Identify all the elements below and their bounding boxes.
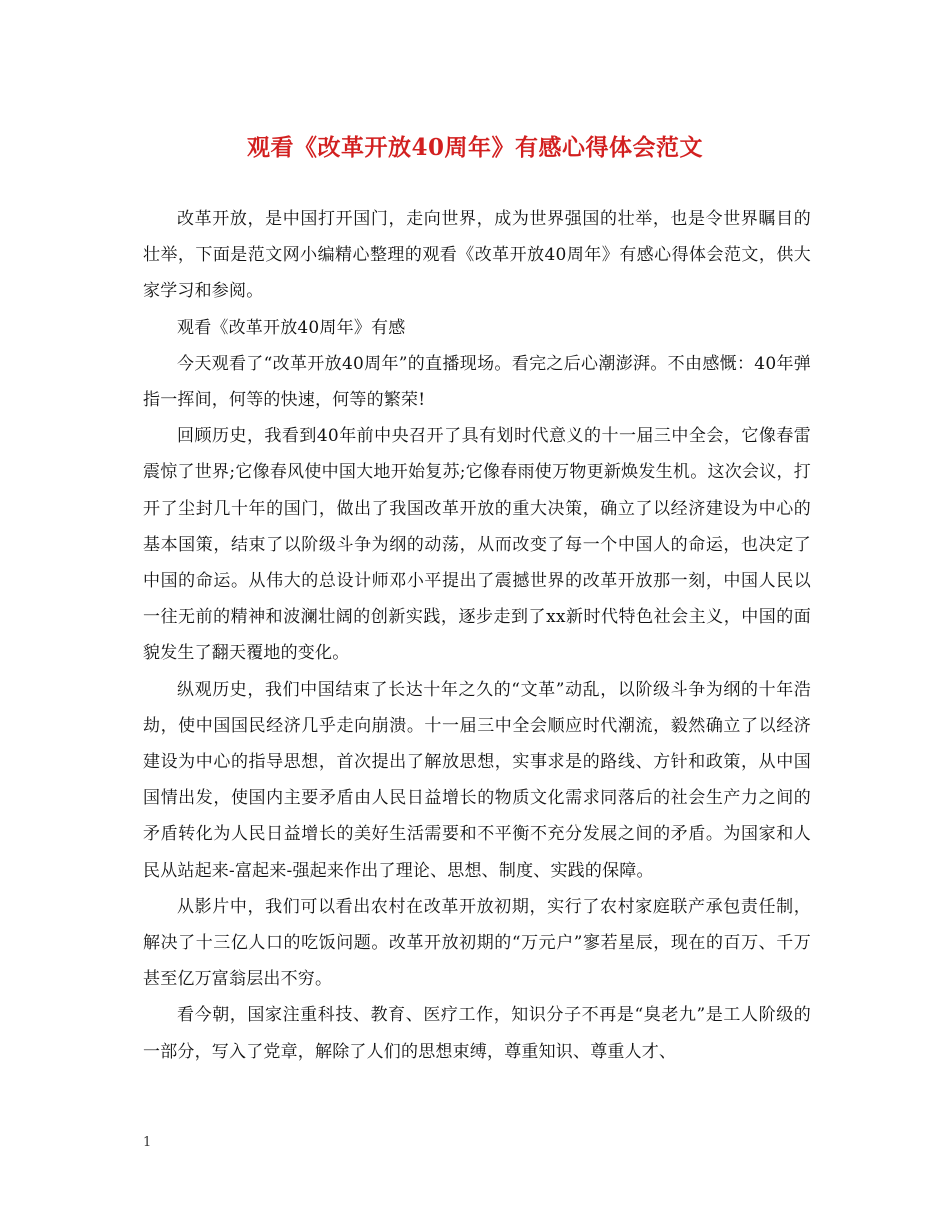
paragraph-1: 今天观看了“改革开放40周年”的直播现场。看完之后心潮澎湃。不由感慨：40年弹指一挥间，何等的快速，何等的繁荣! (143, 353, 811, 411)
paragraph-2: 回顾历史，我看到40年前中央召开了具有划时代意义的十一届三中全会，它像春雷震惊了世界;它像春风使中国大地开始复苏;它像春雨使万物更新焕发生机。这次会议，打开了尘封几十年的国门，做出了我国改革开放的重大决策，确立了以经济建设为中心的基本国策，结束了以阶级斗争为纲的动荡，从而改变了每一个中国人的命运，也决定了中国的命运。从伟大的总设计师邓小平提出了震撼世界的改革开放那一刻，中国人民以一往无前的精神和波澜壮阔的创新实践，逐步走到了xx新时代特色社会主义，中国的面貌发生了翻天覆地的变化。 (143, 426, 811, 664)
paragraph-4: 从影片中，我们可以看出农村在改革开放初期，实行了农村家庭联产承包责任制，解决了十三亿人口的吃饭问题。改革开放初期的“万元户”寥若星辰，现在的百万、千万甚至亿万富翁层出不穷。 (143, 896, 811, 990)
paragraph-5: 看今朝，国家注重科技、教育、医疗工作，知识分子不再是“臭老九”是工人阶级的一部分，写入了党章，解除了人们的思想束缚，尊重知识、尊重人才、 (143, 1005, 811, 1062)
document-body (143, 201, 811, 1070)
paragraph-intro: 改革开放，是中国打开国门，走向世界，成为世界强国的壮举，也是令世界瞩目的壮举，下面是范文网小编精心整理的观看《改革开放40周年》有感心得体会范文，供大家学习和参阅。 (143, 209, 811, 302)
paragraph-subtitle: 观看《改革开放40周年》有感 (177, 317, 406, 338)
paragraph-3: 纵观历史，我们中国结束了长达十年之久的“文革”动乱，以阶级斗争为纲的十年浩劫，使中国国民经济几乎走向崩溃。十一届三中全会顺应时代潮流，毅然确立了以经济建设为中心的指导思想，首次提出了解放思想，实事求是的路线、方针和政策，从中国国情出发，使国内主要矛盾由人民日益增长的物质文化需求同落后的社会生产力之间的矛盾转化为人民日益增长的美好生活需要和不平衡不充分发展之间的矛盾。为国家和人民从站起来-富起来-强起来作出了理论、思想、制度、实践的保障。 (143, 679, 811, 881)
document-title: 观看《改革开放40周年》有感心得体会范文 (246, 134, 703, 161)
page-number: 1 (143, 1135, 152, 1150)
